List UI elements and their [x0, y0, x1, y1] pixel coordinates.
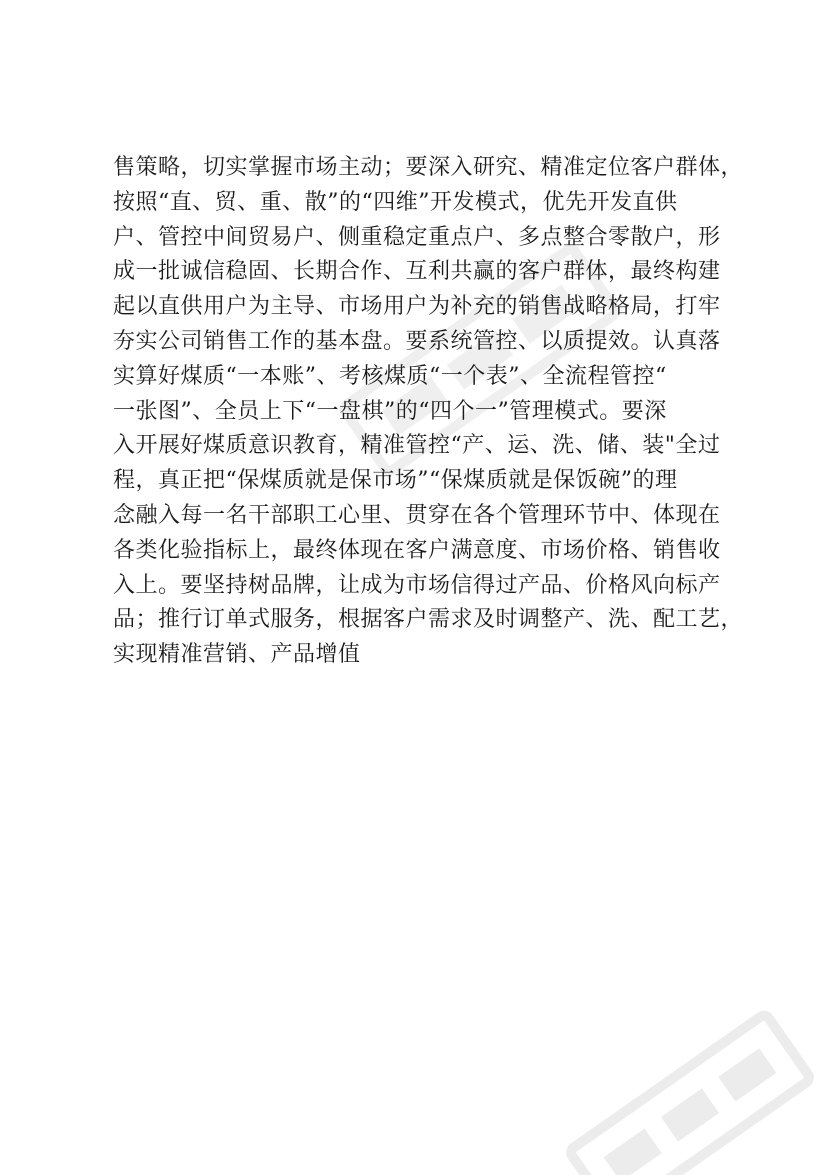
text-line: 售策略，切实掌握市场主动；要深入研究、精准定位客户群体，	[113, 155, 744, 180]
watermark-graphic-bottom	[552, 995, 828, 1175]
text-line: 各类化验指标上，最终体现在客户满意度、市场价格、销售收	[113, 537, 721, 563]
text-line: 念融入每一名干部职工心里、贯穿在各个管理环节中、体现在	[113, 502, 721, 528]
text-line: 品；推行订单式服务，根据客户需求及时调整产、洗、配工艺，	[113, 607, 744, 633]
text-line: 实现精准营销、产品增值	[113, 642, 361, 668]
text-line: 按照“直、贸、重、散”的“四维”开发模式，优先开发直供	[113, 189, 678, 215]
text-line: 户、管控中间贸易户、侧重稳定重点户、多点整合零散户，形	[113, 224, 721, 250]
text-line: 入开展好煤质意识教育，精准管控“产、运、洗、储、装"全过	[113, 433, 721, 459]
text-line: 入上。要坚持树品牌，让成为市场信得过产品、价格风向标产	[113, 572, 721, 598]
text-line: 程，真正把“保煤质就是保市场”“保煤质就是保饭碗”的理	[113, 468, 678, 494]
text-line: 成一批诚信稳固、长期合作、互利共赢的客户群体，最终构建	[113, 259, 721, 285]
text-line: 起以直供用户为主导、市场用户为补充的销售战略格局，打牢	[113, 294, 721, 320]
text-line: 夯实公司销售工作的基本盘。要系统管控、以质提效。认真落	[113, 328, 721, 354]
body-paragraph	[113, 151, 763, 673]
text-line: 一张图”、全员上下“一盘棋”的“四个一”管理模式。要深	[113, 398, 667, 424]
text-line: 实算好煤质“一本账”、考核煤质“一个表”、全流程管控“	[113, 363, 667, 389]
